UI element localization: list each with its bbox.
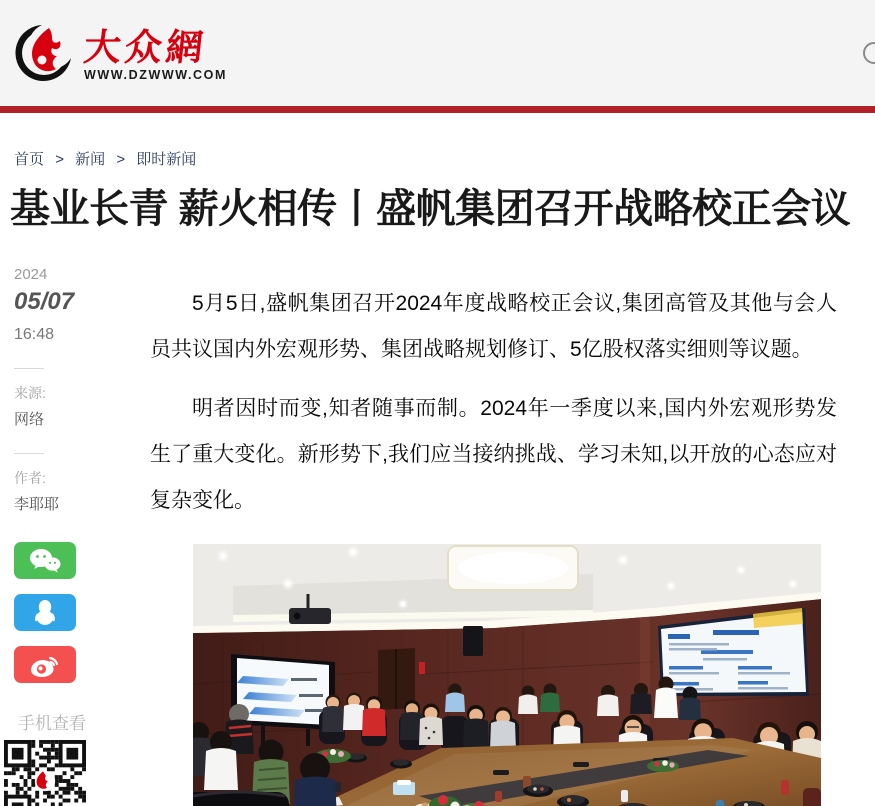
source-value: 网络: [14, 411, 45, 428]
publish-date: 05/07: [14, 288, 75, 315]
breadcrumb-separator: >: [55, 151, 64, 168]
divider: [14, 368, 44, 369]
breadcrumb: [14, 148, 875, 169]
source-label: 来源:: [14, 385, 46, 401]
paragraph: 5月5日,盛帆集团召开2024年度战略校正会议,集团高管及其他与会人员共议国内外宏观形势、集团战略规划修订、5亿股权落实细则等议题。: [150, 292, 837, 361]
logo-title: 大众網: [81, 27, 210, 68]
wechat-icon: [28, 548, 62, 574]
page-title: 基业长青 薪火相传丨盛帆集团召开战略校正会议: [10, 187, 851, 231]
author-value: 李耶耶: [14, 496, 60, 513]
search-icon[interactable]: [863, 42, 875, 64]
header-red-bar: [0, 106, 875, 113]
breadcrumb-separator: >: [116, 151, 126, 168]
share-qq-button[interactable]: [14, 594, 76, 631]
mobile-view-label: 手机查看: [18, 714, 86, 733]
publish-time: 16:48: [14, 326, 55, 343]
share-weibo-button[interactable]: [14, 646, 76, 683]
share-buttons: [14, 542, 150, 683]
publish-year: 2024: [14, 266, 48, 283]
share-wechat-button[interactable]: [14, 542, 76, 579]
flame-logo-icon: [14, 22, 78, 82]
content-area: [0, 236, 875, 806]
author-label: 作者:: [14, 470, 46, 486]
divider: [14, 453, 44, 454]
qq-icon: [33, 599, 57, 626]
site-logo[interactable]: [14, 22, 227, 82]
article-photo: [193, 544, 821, 806]
article-meta-column: [0, 236, 150, 806]
logo-subtitle: WWW.DZWWW.COM: [84, 68, 227, 82]
site-header: [0, 0, 875, 106]
breadcrumb-instant-news[interactable]: 即时新闻: [136, 151, 197, 168]
article-body: [150, 236, 875, 806]
breadcrumb-news[interactable]: 新闻: [75, 151, 106, 168]
paragraph: 明者因时而变,知者随事而制。2024年一季度以来,国内外宏观形势发生了重大变化。新形势下,我们应当接纳挑战、学习未知,以开放的心态应对复杂变化。: [150, 397, 837, 512]
weibo-icon: [30, 652, 60, 678]
qr-code: [4, 740, 86, 806]
breadcrumb-home[interactable]: 首页: [14, 151, 45, 168]
